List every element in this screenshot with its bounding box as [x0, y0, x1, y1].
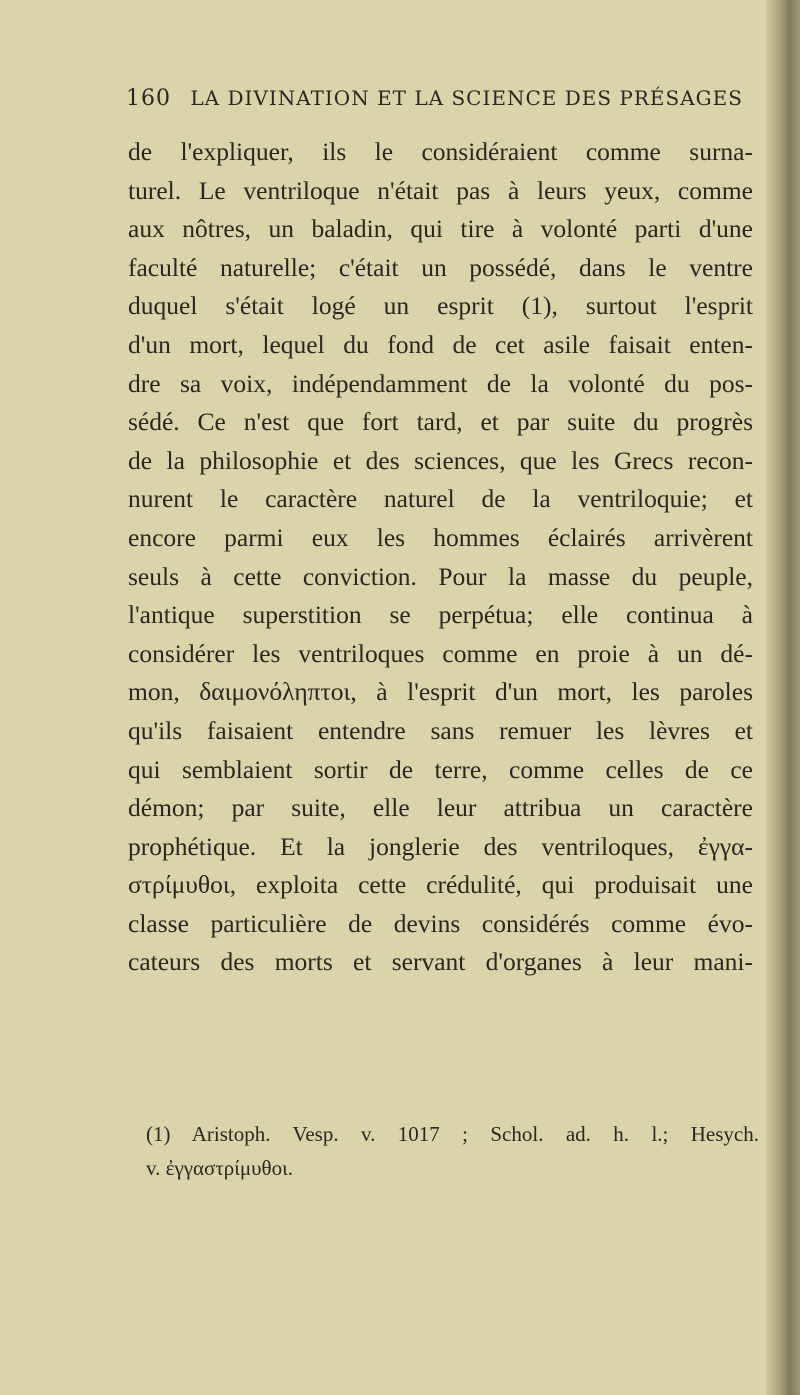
running-title: LA DIVINATION ET LA SCIENCE DES PRÉSAGES [190, 86, 743, 110]
text-line: nurent le caractère naturel de la ventriloquie; et [128, 484, 753, 514]
text-line: d'un mort, lequel du fond de cet asile faisait enten- [128, 329, 753, 359]
text-line: considérer les ventriloques comme en proie à un dé- [128, 638, 753, 668]
text-line: turel. Le ventriloque n'était pas à leurs yeux, comme [128, 175, 753, 205]
text-line: l'antique superstition se perpétua; elle continua à [128, 600, 753, 630]
page-number: 160 [126, 86, 171, 111]
text-line: seuls à cette conviction. Pour la masse du peuple, [128, 561, 753, 591]
footnote-line: (1) Aristoph. Vesp. v. 1017 ; Schol. ad. h. l.; Hesych. [146, 1122, 759, 1146]
text-line: faculté naturelle; c'était un possédé, dans le ventre [128, 252, 753, 282]
text-line: encore parmi eux les hommes éclairés arrivèrent [128, 522, 753, 552]
body-text [128, 136, 753, 985]
text-line: de la philosophie et des sciences, que les Grecs recon- [128, 445, 753, 475]
text-line: démon; par suite, elle leur attribua un caractère [128, 793, 753, 823]
text-line: dre sa voix, indépendamment de la volonté du pos- [128, 368, 753, 398]
text-line: sédé. Ce n'est que fort tard, et par suite du progrès [128, 407, 753, 437]
text-line: mon, δαιμονόληπτοι, à l'esprit d'un mort, les paroles [128, 677, 753, 707]
text-line: prophétique. Et la jonglerie des ventriloques, ἐγγα- [128, 831, 753, 861]
text-line: cateurs des morts et servant d'organes à leur mani- [128, 947, 753, 977]
text-line: aux nôtres, un baladin, qui tire à volonté parti d'une [128, 214, 753, 244]
text-line: qu'ils faisaient entendre sans remuer les lèvres et [128, 715, 753, 745]
text-line: duquel s'était logé un esprit (1), surtout l'esprit [128, 291, 753, 321]
text-line: de l'expliquer, ils le considéraient comme surna- [128, 137, 753, 166]
text-line: classe particulière de devins considérés comme évo- [128, 908, 753, 938]
text-line: στρίμυθοι, exploita cette crédulité, qui produisait une [128, 870, 753, 900]
page-edge-shadow [766, 0, 800, 1395]
footnotes [146, 1120, 766, 1188]
footnote-line: v. ἐγγαστρίμυθοι. [146, 1156, 294, 1180]
text-line: qui semblaient sortir de terre, comme celles de ce [128, 754, 753, 784]
running-header [126, 86, 746, 111]
